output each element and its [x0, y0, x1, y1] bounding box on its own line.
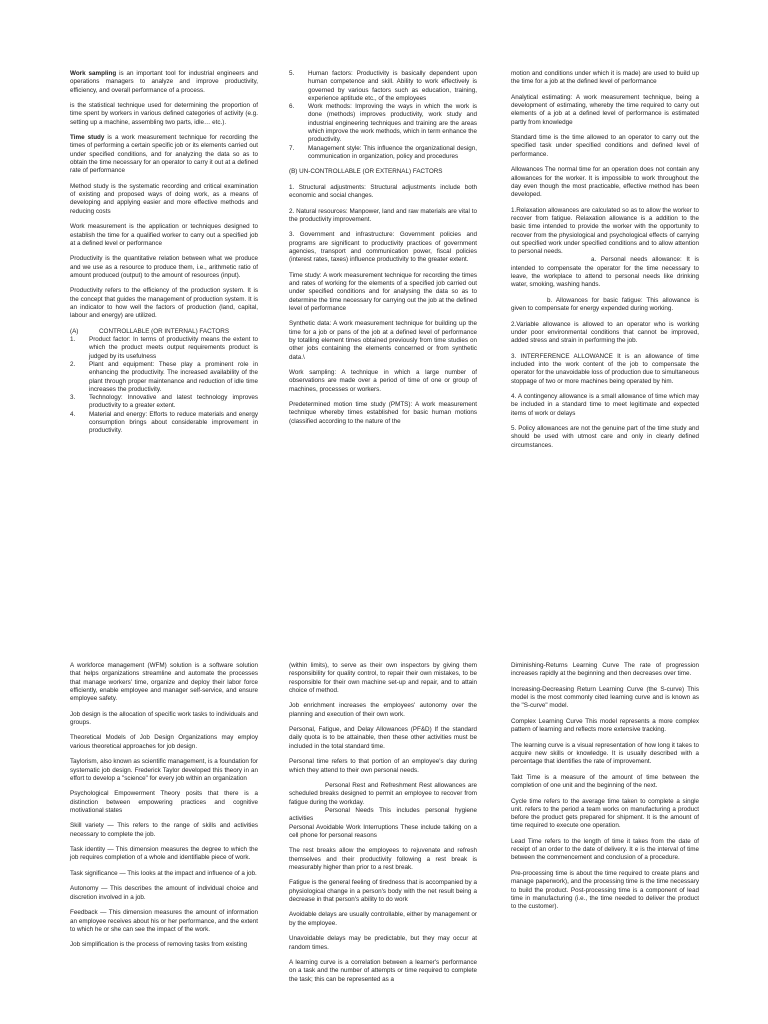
- numbered-list: [289, 70, 477, 161]
- paragraph: Work measurement is the application or techniques designed to establish the time for a qualified worker to carry out a specified job at a defined level or performance: [70, 223, 258, 247]
- paragraph: a. Personal needs allowance: It is intended to compensate the operator for the time necessary to leave, the workplace to attend to personal needs like drinking water, smoking, washing hands.: [511, 256, 699, 289]
- paragraph: Predetermined motion time study (PMTS): A work measurement technique whereby times established for basic human motions (classified according to the nature of the: [289, 401, 477, 425]
- paragraph: (within limits), to serve as their own inspectors by giving them responsibility for quality control, to repair their own mistakes, to be responsible for their own machine set-up and repair, and to attain choice of method.: [289, 662, 477, 694]
- paragraph: Lead Time refers to the length of time it takes from the date of receipt of an order to the date of delivery. It e is the interval of time between the commencement and conclusion of a procedure.: [511, 837, 699, 862]
- page2-column-3: [511, 662, 699, 919]
- paragraph: Time study: A work measurement technique for recording the times and rates of working for the elements of a specified job carried out under specified conditions and for analysing the data so as to determine the time necessary for carrying out the job at the defined level of performance: [289, 271, 477, 312]
- paragraph: 4. A contingency allowance is a small allowance of time which may be included in a standard time to meet legitimate and expected items of work or delays: [511, 393, 699, 417]
- paragraph: Skill variety — This refers to the range of skills and activities necessary to complete the job.: [70, 822, 258, 838]
- paragraph: Task significance — This looks at the impact and influence of a job.: [70, 869, 257, 877]
- term: Work sampling: [70, 70, 117, 77]
- paragraph: Diminishing-Returns Learning Curve The rate of progression increases rapidly at the beginning and then decreases over time.: [511, 662, 699, 678]
- paragraph: Personal Rest and Refreshment Rest allowances are scheduled breaks designed to permit an employee to recover from fatigue during the workday. Personal Needs This includes personal hygiene activities Personal Avoidable Work Interruptions These include talking on a cell phone for personal reasons: [289, 782, 477, 839]
- paragraph: Work sampling: A technique in which a large number of observations are made over a period of time of one or group of machines, processes or workers.: [289, 369, 477, 393]
- list-heading: (A) CONTROLLABLE (OR INTERNAL) FACTORS: [70, 327, 230, 335]
- page2-column-1: [70, 662, 258, 957]
- paragraph: Job simplification is the process of removing tasks from existing: [70, 941, 248, 949]
- paragraph: Time study is a work measurement technique for recording the times of performing a certain specific job or its elements carried out under specified conditions, and for analyzing the data so as to obtain the time necessary for an operator to carry it out at a defined rate of performance: [70, 134, 258, 175]
- paragraph: 1.Relaxation allowances are calculated so as to allow the worker to recover from fatigue. Relaxation allowance is a addition to the basic time intended to provide the worker with the opportunity to recover from the physiological and psychological effects of carrying out specified work under specified conditions and to allow attention to personal needs.: [511, 206, 699, 256]
- paragraph: b. Allowances for basic fatigue: This allowance is given to compensate for energy expended during working.: [511, 296, 699, 313]
- paragraph: Fatigue is the general feeling of tiredness that is accompanied by a physiological change in a person's body with the net result being a decrease in that person's ability to do work: [289, 879, 477, 903]
- paragraph: The learning curve is a visual representation of how long it takes to acquire new skills or knowledge. It is usually described with a percentage that identifies the rate of improvement.: [511, 741, 699, 766]
- list-item: 2. Plant and equipment: These play a prominent role in enhancing the productivity. The increased availability of the plant through proper maintenance and reduction of idle time increases the productivity.: [70, 360, 258, 393]
- paragraph: motion and conditions under which it is made) are used to build up the time for a job at the defined level of performance: [511, 70, 699, 86]
- paragraph: Unavoidable delays may be predictable, but they may occur at random times.: [289, 935, 477, 951]
- paragraph: Personal, Fatigue, and Delay Allowances (PF&D) If the standard daily quota is to be attainable, then these other activities must be included in the total standard time.: [289, 726, 477, 750]
- paragraph: Job design is the allocation of specific work tasks to individuals and groups.: [70, 710, 258, 726]
- paragraph: Personal time refers to that portion of an employee's day during which they attend to their own personal needs.: [289, 758, 477, 774]
- page1-column-1: [70, 70, 258, 443]
- paragraph: Psychological Empowerment Theory posits that there is a distinction between empowering practices and cognitive motivational states: [70, 790, 258, 814]
- numbered-list: [70, 328, 258, 436]
- page2-column-2: [289, 662, 477, 991]
- paragraph: Analytical estimating: A work measurement technique, being a development of estimating, whereby the time required to carry out elements of a job at a defined level of performance is estimated partly from knowledge: [511, 93, 699, 126]
- paragraph: Takt Time is a measure of the amount of time between the completion of one unit and the beginning of the next.: [511, 773, 699, 790]
- paragraph: 3. Government and infrastructure: Government policies and programs are significant to productivity practices of government agencies, transport and communication power, fiscal policies (interest rates, taxes) influence productivity to the greater extent.: [289, 231, 477, 264]
- paragraph: 1. Structural adjustments: Structural adjustments include both economic and social changes.: [289, 183, 477, 200]
- term: Time study: [70, 134, 105, 142]
- section-heading: (B) UN-CONTROLLABLE (OR EXTERNAL) FACTORS: [289, 168, 443, 176]
- paragraph: 3. INTERFERENCE ALLOWANCE It is an allowance of time included into the work content of the job to compensate the operator for the unavoidable loss of production due to simultaneous stoppage of two or more machines being operated by him.: [511, 352, 699, 385]
- paragraph: 2.Variable allowance is allowed to an operator who is working under poor environmental conditions that cannot be improved, added stress and strain in performing the job.: [511, 320, 699, 345]
- paragraph: Productivity refers to the efficiency of the production system. It is the concept that guides the management of production system. It is an indicator to how well the factors of production (land, capital, labour and energy) are utilized.: [70, 287, 258, 320]
- paragraph: Task identity — This dimension measures the degree to which the job requires completion of a whole and identifiable piece of work.: [70, 846, 258, 862]
- paragraph: Complex Learning Curve This model represents a more complex pattern of learning and reflects more extensive tracking.: [511, 717, 699, 734]
- paragraph: A learning curve is a correlation between a learner's performance on a task and the number of attempts or time required to complete the task; this can be represented as a: [289, 959, 477, 983]
- paragraph: Avoidable delays are usually controllable, either by management or by the employee.: [289, 911, 477, 927]
- paragraph: Increasing-Decreasing Return Learning Curve (the S-curve) This model is the most commonly cited learning curve and is known as the "S-curve" model.: [511, 685, 699, 710]
- page1-column-3: [511, 70, 699, 457]
- paragraph: 5. Policy allowances are not the genuine part of the time study and should be used with utmost care and only in clearly defined circumstances.: [511, 425, 699, 449]
- list-item: 4. Material and energy: Efforts to reduce materials and energy consumption brings about considerable improvement in productivity.: [70, 410, 258, 435]
- paragraph: A workforce management (WFM) solution is a software solution that helps organizations streamline and automate the processes that manage workers' time, organize and deploy their labor force efficiently, enable employee and manager self-service, and ensure employee safety.: [70, 662, 258, 703]
- paragraph: Method study is the systematic recording and critical examination of existing and proposed ways of doing work, as a means of developing and applying easier and more effective methods and reducing costs: [70, 182, 258, 215]
- paragraph: Standard time is the time allowed to an operator to carry out the specified task under specified conditions and defined level of performance.: [511, 134, 699, 158]
- paragraph: Productivity is the quantitative relation between what we produce and we use as a resource to produce them, i.e., arithmetic ratio of amount produced (output) to the amount of resources (input).: [70, 255, 258, 279]
- list-item: 7. Management style: This influence the organizational design, communication in organization, policy and procedures: [289, 144, 477, 160]
- paragraph: Pre-processing time is about the time required to create plans and manage paperwork), and the processing time is the time necessary to build the product. Post-processing time is a component of lead time in manufacturing (i.e., the time needed to deliver the product to the customer).: [511, 869, 699, 911]
- paragraph: Work sampling is an important tool for industrial engineers and operations managers to analyze and improve productivity, efficiency, and overall performance of a process.: [70, 70, 258, 94]
- paragraph: Taylorism, also known as scientific management, is a foundation for systematic job design. Frederick Taylor developed this theory in an effort to develop a "science" for every job within an organization: [70, 758, 258, 782]
- list-item: 6. Work methods: Improving the ways in which the work is done (methods) improves productivity, work study and industrial engineering techniques and training are the areas which improve the work methods, which in term enhance the productivity.: [289, 103, 477, 144]
- paragraph: Cycle time refers to the average time taken to complete a single unit. refers to the period a team works on manufacturing a product before the product gets prepared for shipment. It is the amount of time required to execute one operation.: [511, 797, 699, 830]
- paragraph: 2. Natural resources: Manpower, land and raw materials are vital to the productivity improvement.: [289, 207, 477, 223]
- paragraph: is the statistical technique used for determining the proportion of time spent by workers in various defined categories of activity (e.g. setting up a machine, assembling two parts, idle… etc.).: [70, 102, 258, 126]
- page1-column-2: [289, 70, 477, 433]
- paragraph: Allowances The normal time for an operation does not contain any allowances for the worker. It is impossible to work throughout the day even though the most practicable, effective method has been developed.: [511, 166, 699, 199]
- paragraph: Theoretical Models of Job Design Organizations may employ various theoretical approaches for job design.: [70, 734, 258, 750]
- paragraph: Synthetic data: A work measurement technique for building up the time for a job or pans of the job at a defined level of performance by totalling element times obtained previously from time studies on other jobs containing the elements concerned or from synthetic data.\: [289, 320, 477, 361]
- paragraph: Autonomy — This describes the amount of individual choice and discretion involved in a job.: [70, 885, 258, 901]
- document-page-2: [0, 652, 768, 1024]
- list-item: 1. Product factor: In terms of productivity means the extent to which the product meets output requirements product is judged by its usefulness: [70, 336, 258, 360]
- list-item: 5. Human factors: Productivity is basically dependent upon human competence and skill. Ability to work effectively is governed by various factors such as education, training, experience aptitude etc., of the employees: [289, 70, 477, 102]
- list-item: 3. Technology: Innovative and latest technology improves productivity to a greater extent.: [70, 394, 258, 410]
- paragraph: Job enrichment increases the employees' autonomy over the planning and execution of their own work.: [289, 702, 477, 718]
- paragraph: The rest breaks allow the employees to rejuvenate and refresh themselves and their productivity following a rest break is measurably higher than prior to a rest break.: [289, 847, 477, 871]
- paragraph: Feedback — This dimension measures the amount of information an employee receives about his or her performance, and the extent to which he or she can see the impact of the work.: [70, 909, 258, 933]
